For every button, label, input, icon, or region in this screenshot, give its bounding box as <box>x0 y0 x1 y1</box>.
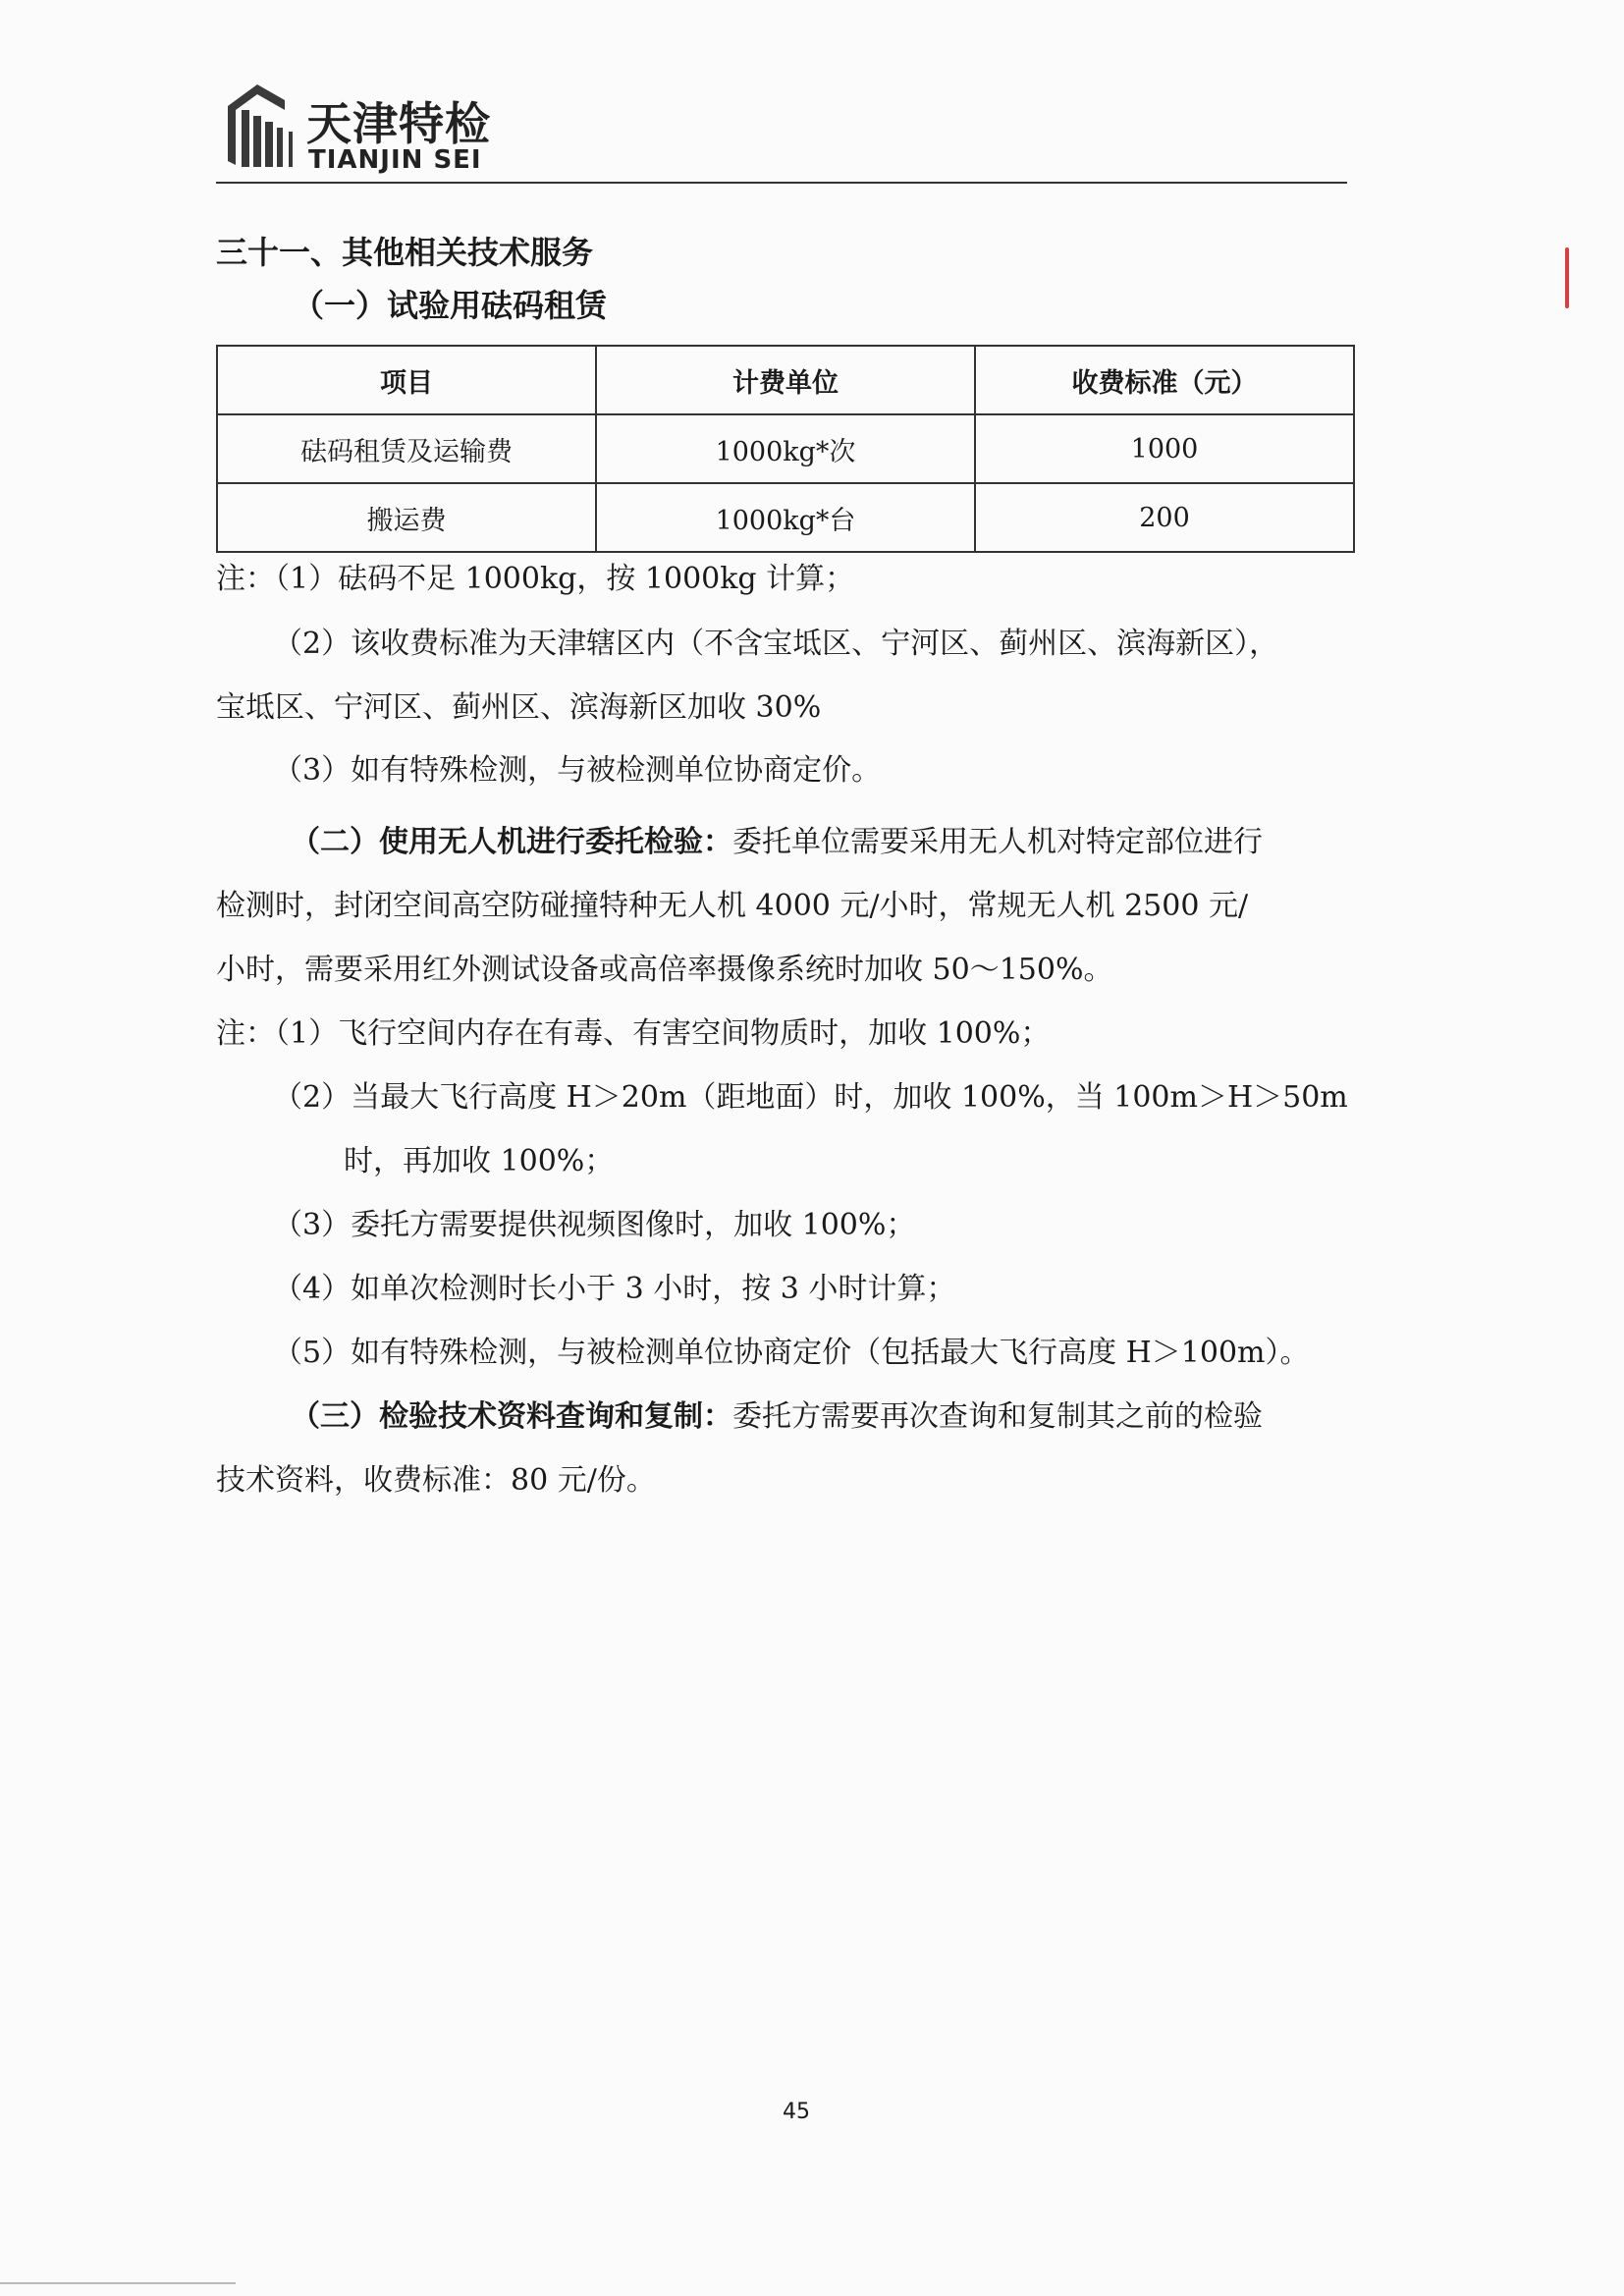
paragraph-text: 委托方需要再次查询和复制其之前的检验 <box>732 1399 1263 1434</box>
subsection-title-1: （一）试验用砝码租赁 <box>293 287 608 324</box>
company-logo <box>224 71 518 177</box>
margin-mark <box>1565 247 1569 308</box>
note-line: 宝坻区、宁河区、蓟州区、滨海新区加收 30% <box>216 690 822 725</box>
table-header-cell: 计费单位 <box>596 346 975 414</box>
note-line: （3）如有特殊检测，与被检测单位协商定价。 <box>273 753 882 788</box>
table-cell: 1000 <box>975 414 1354 483</box>
table-row <box>217 483 1354 552</box>
note-line: （2）该收费标准为天津辖区内（不含宝坻区、宁河区、蓟州区、滨海新区）， <box>273 627 1279 661</box>
table-header-cell: 收费标准（元） <box>975 346 1354 414</box>
paragraph-text: 小时，需要采用红外测试设备或高倍率摄像系统时加收 50～150%。 <box>216 953 1113 987</box>
note-line: （5）如有特殊检测，与被检测单位协商定价（包括最大飞行高度 H＞100m）。 <box>273 1336 1310 1370</box>
note-line: （4）如单次检测时长小于 3 小时，按 3 小时计算； <box>273 1272 956 1306</box>
table-cell: 搬运费 <box>217 483 596 552</box>
paragraph-records <box>291 1399 1263 1435</box>
paragraph-text: 检测时，封闭空间高空防碰撞特种无人机 4000 元/小时，常规无人机 2500 元/ <box>216 889 1249 923</box>
paragraph-text: 委托单位需要采用无人机对特定部位进行 <box>732 825 1263 859</box>
paragraph-text: 技术资料，收费标准：80 元/份。 <box>216 1463 656 1498</box>
table-row <box>217 414 1354 483</box>
note-line: （3）委托方需要提供视频图像时，加收 100%； <box>273 1208 916 1242</box>
table-cell: 1000kg*次 <box>596 414 975 483</box>
fee-table <box>216 345 1355 553</box>
paragraph-drone <box>291 825 1263 860</box>
note-line: 注：（1）飞行空间内存在有毒、有害空间物质时，加收 100%； <box>216 1016 1051 1051</box>
table-cell: 200 <box>975 483 1354 552</box>
logo-text-cn: 天津特检 <box>306 97 491 150</box>
note-line: 注：（1）砝码不足 1000kg，按 1000kg 计算； <box>216 562 855 596</box>
subsection-title-2: （二）使用无人机进行委托检验： <box>291 825 732 859</box>
table-header-row <box>217 346 1354 414</box>
logo-text-en: TIANJIN SEI <box>308 145 482 175</box>
header-divider <box>216 182 1347 184</box>
section-title: 三十一、其他相关技术服务 <box>216 234 594 271</box>
table-cell: 1000kg*台 <box>596 483 975 552</box>
page-number: 45 <box>783 2100 810 2124</box>
building-logo-icon <box>224 77 304 173</box>
footer-line <box>0 2282 236 2284</box>
note-line: （2）当最大飞行高度 H＞20m（距地面）时，加收 100%，当 100m＞H＞50m <box>273 1080 1348 1115</box>
table-cell: 砝码租赁及运输费 <box>217 414 596 483</box>
note-line: 时，再加收 100%； <box>344 1144 615 1178</box>
table-header-cell: 项目 <box>217 346 596 414</box>
subsection-title-3: （三）检验技术资料查询和复制： <box>291 1399 732 1434</box>
